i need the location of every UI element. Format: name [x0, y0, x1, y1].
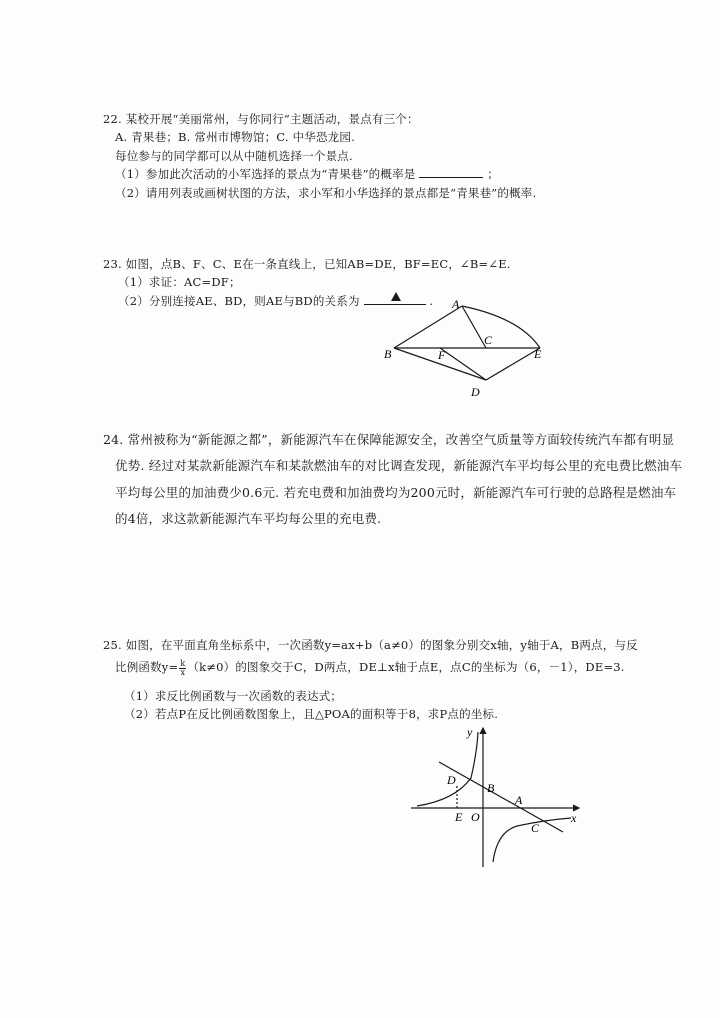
q23-part2-text: （2）分别连接AE、BD，则AE与BD的关系为 [118, 294, 360, 308]
q25-line-2 [115, 659, 625, 677]
q24-line-1: 24. 常州被称为“新能源之都”，新能源汽车在保障能源安全，改善空气质量等方面较传统汽车都有明显 [103, 432, 675, 447]
q22-line-5: （2）请用列表或画树状图的方法，求小军和小华选择的景点都是“青果巷”的概率. [115, 186, 537, 200]
triangle-figure [380, 296, 560, 402]
label-b: B [384, 347, 392, 361]
q22-part1-text: （1）参加此次活动的小军选择的景点为“青果巷”的概率是 [115, 167, 416, 181]
q22-line-1: 22. 某校开展“美丽常州，与你同行”主题活动，景点有三个： [103, 112, 419, 126]
q25-func-prefix: 比例函数y= [115, 660, 179, 674]
label-e: E [534, 347, 542, 361]
q22-line-4 [115, 166, 499, 182]
q25-func-suffix: （k≠0）的图象交于C，D两点，DE⊥x轴于点E，点C的坐标为（6，－1），DE=3. [187, 660, 625, 674]
q24-line-4: 的4倍，求这款新能源汽车平均每公里的充电费. [115, 511, 382, 526]
label-f: F [438, 348, 446, 362]
fraction-denominator: x [180, 667, 186, 677]
q22-line-2: A. 青果巷；B. 常州市博物馆；C. 中华恐龙园. [115, 130, 355, 144]
answer-blank [419, 167, 483, 178]
q22-part1-end: ； [487, 167, 499, 181]
label-d: D [447, 773, 456, 787]
label-d: D [471, 385, 480, 399]
label-y-axis: y [467, 725, 473, 739]
fraction-numerator: k [180, 658, 186, 668]
q23-line-1: 23. 如图，点B、F、C、E在一条直线上，已知AB=DE，BF=EC，∠B=∠E. [103, 257, 511, 271]
label-x-axis: x [571, 811, 577, 825]
label-b: B [487, 781, 495, 795]
q23-part2-end: . [429, 294, 434, 308]
q22-line-3: 每位参与的同学都可以从中随机选择一个景点. [115, 149, 353, 163]
label-a: A [515, 793, 523, 807]
fraction [179, 660, 186, 677]
q23-line-2: （1）求证：AC=DF； [118, 275, 241, 289]
q25-line-4: （2）若点P在反比例函数图象上，且△POA的面积等于8，求P点的坐标. [124, 707, 499, 721]
q25-line-1: 25. 如图，在平面直角坐标系中，一次函数y=ax+b（a≠0）的图象分别交x轴，y轴于A，B两点，与反 [103, 638, 638, 652]
coordinate-figure [405, 722, 585, 870]
q25-line-3: （1）求反比例函数与一次函数的表达式； [124, 689, 343, 703]
label-e: E [455, 810, 463, 824]
label-c: C [484, 333, 493, 347]
label-o: O [471, 810, 480, 824]
label-a: A [452, 297, 460, 311]
q24-line-2: 优势. 经过对某款新能源汽车和某款燃油车的对比调查发现，新能源汽车平均每公里的充电费比燃油车 [115, 458, 683, 473]
label-c: C [531, 821, 540, 835]
q24-line-3: 平均每公里的加油费少0.6元. 若充电费和加油费均为200元时，新能源汽车可行驶的总路程是燃油车 [115, 485, 677, 500]
